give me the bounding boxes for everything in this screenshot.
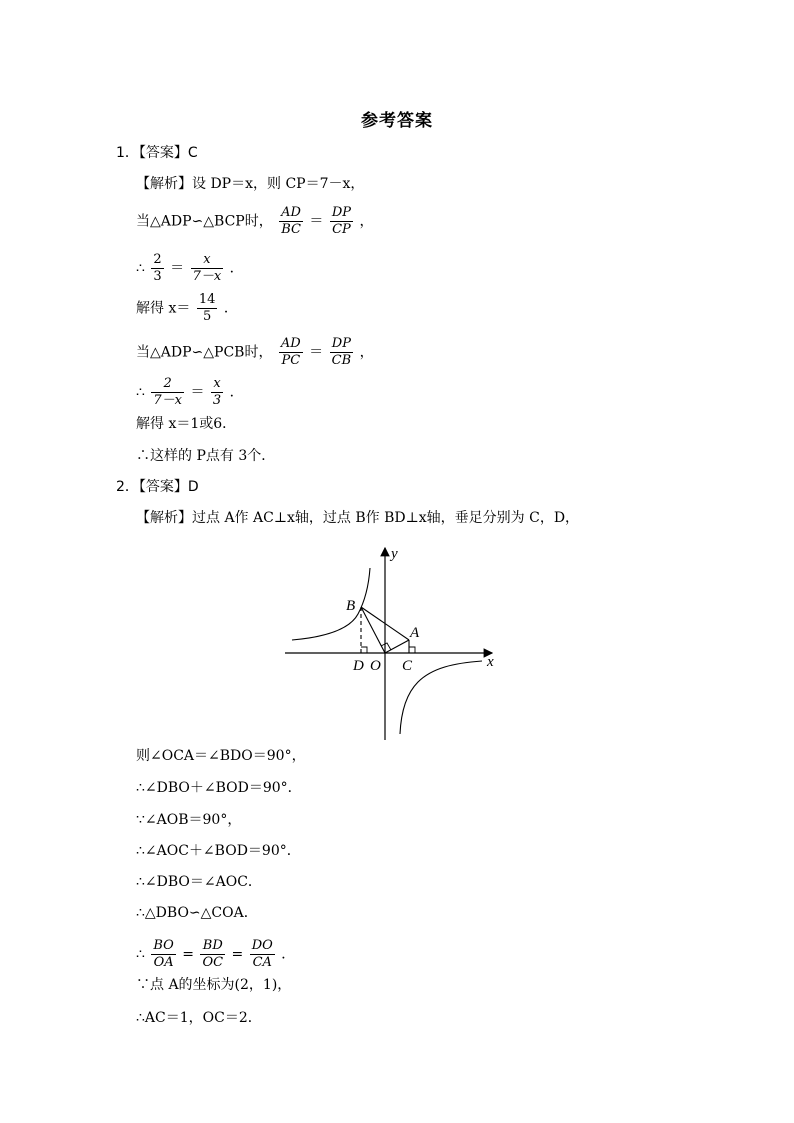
equals-sign: ＝ xyxy=(190,384,205,401)
hyperbola-figure xyxy=(282,544,502,744)
q2-line-9: ∵点 A的坐标为(2，1)， xyxy=(136,977,292,993)
denominator: 7－x xyxy=(192,269,222,284)
y-axis-label: y xyxy=(391,546,398,562)
point-label-a: A xyxy=(410,625,420,641)
denominator: OA xyxy=(153,955,174,970)
denominator: CA xyxy=(252,955,272,970)
q2-l8-fraction-1 xyxy=(151,938,175,971)
denominator: BC xyxy=(281,222,301,237)
q1-line-7: 解得 x＝1或6． xyxy=(136,416,237,432)
q2-line-4: ∵∠AOB＝90°， xyxy=(136,812,242,828)
x-axis-label: x xyxy=(487,654,494,670)
therefore-symbol: ∴ xyxy=(136,260,145,277)
q1-l3-fraction-1 xyxy=(151,252,163,285)
punctuation: ． xyxy=(229,260,244,277)
numerator: DO xyxy=(251,938,273,953)
q1-l5-fraction-2 xyxy=(330,336,354,369)
numerator: 2 xyxy=(153,252,162,267)
numerator: BO xyxy=(153,938,174,953)
punctuation: ． xyxy=(281,946,296,963)
denominator: PC xyxy=(281,353,301,368)
q1-line-6 xyxy=(136,376,244,409)
q1-l5-fraction-1 xyxy=(279,336,303,369)
q2-l8-fraction-2 xyxy=(200,938,225,971)
q1-line-5 xyxy=(136,336,374,369)
q2-l8-fraction-3 xyxy=(250,938,275,971)
denominator: CP xyxy=(332,222,351,237)
q1-l2-fraction-1 xyxy=(279,205,303,238)
q1-line-8: ∴这样的 P点有 3个． xyxy=(136,448,276,464)
q2-line-7: ∴△DBO∽△COA． xyxy=(136,905,258,921)
hyperbola-branch-upper-left xyxy=(292,568,370,640)
therefore-symbol: ∴ xyxy=(136,384,145,401)
numerator: AD xyxy=(281,205,301,220)
q1-l6-fraction-2 xyxy=(211,376,223,409)
q1-l4-fraction xyxy=(197,292,218,325)
punctuation: ． xyxy=(223,300,238,317)
punctuation: ， xyxy=(359,344,374,361)
q1-line-3 xyxy=(136,252,244,285)
equals-sign: ＝ xyxy=(309,344,324,361)
q1-line-2 xyxy=(136,205,374,238)
numerator: AD xyxy=(280,336,301,351)
denominator: 3 xyxy=(153,269,162,284)
point-label-c: C xyxy=(402,658,413,674)
right-angle-mark-c xyxy=(409,647,415,653)
numerator: DP xyxy=(331,205,352,220)
q2-line-3: ∴∠DBO＋∠BOD＝90°． xyxy=(136,780,302,796)
point-label-b: B xyxy=(346,598,356,614)
q1-l2-fraction-2 xyxy=(330,205,353,238)
numerator: 14 xyxy=(198,292,216,307)
denominator: 7－x xyxy=(153,393,182,408)
q2-line-6: ∴∠DBO＝∠AOC． xyxy=(136,874,262,890)
q2-line-2: 则∠OCA＝∠BDO＝90°， xyxy=(136,748,306,764)
q1-l6-fraction-1 xyxy=(151,376,184,409)
q1-l2-text: 当△ADP∽△BCP时， xyxy=(136,213,273,230)
numerator: BD xyxy=(200,938,225,955)
page-title: 参考答案 xyxy=(361,111,433,131)
numerator: x xyxy=(211,376,223,393)
q1-l5-text: 当△ADP∽△PCB时， xyxy=(136,344,273,361)
denominator: 5 xyxy=(202,309,212,324)
q2-line-5: ∴∠AOC＋∠BOD＝90°． xyxy=(136,843,301,859)
right-angle-mark-d xyxy=(361,647,367,653)
equals-sign: ＝ xyxy=(309,213,324,230)
equals-sign: ＝ xyxy=(170,260,185,277)
q1-line-4 xyxy=(136,292,238,325)
equals-sign: = xyxy=(182,946,195,963)
q1-answer-header: 1．【答案】C xyxy=(116,145,198,161)
point-label-d: D xyxy=(353,658,364,674)
point-label-o: O xyxy=(370,658,381,674)
denominator: 3 xyxy=(212,393,222,408)
q1-line-1: 【解析】设 DP＝x，则 CP＝7－x， xyxy=(136,176,365,192)
equals-sign: = xyxy=(231,946,244,963)
q2-answer-header: 2．【答案】D xyxy=(116,479,199,495)
numerator: x xyxy=(191,252,224,269)
hyperbola-branch-lower-right xyxy=(400,661,482,734)
denominator: CB xyxy=(331,353,352,368)
punctuation: ， xyxy=(359,213,374,230)
q2-line-1: 【解析】过点 A作 AC⊥x轴，过点 B作 BD⊥x轴，垂足分别为 C，D， xyxy=(136,510,580,526)
therefore-symbol: ∴ xyxy=(136,946,145,963)
numerator: DP xyxy=(330,336,354,353)
numerator: 2 xyxy=(151,376,184,393)
q2-line-10: ∴AC＝1，OC＝2． xyxy=(136,1010,262,1026)
q1-l4-text: 解得 x＝ xyxy=(136,300,191,317)
punctuation: ． xyxy=(229,384,244,401)
denominator: OC xyxy=(202,955,224,970)
q1-l3-fraction-2 xyxy=(191,252,224,285)
q2-line-8 xyxy=(136,938,295,971)
